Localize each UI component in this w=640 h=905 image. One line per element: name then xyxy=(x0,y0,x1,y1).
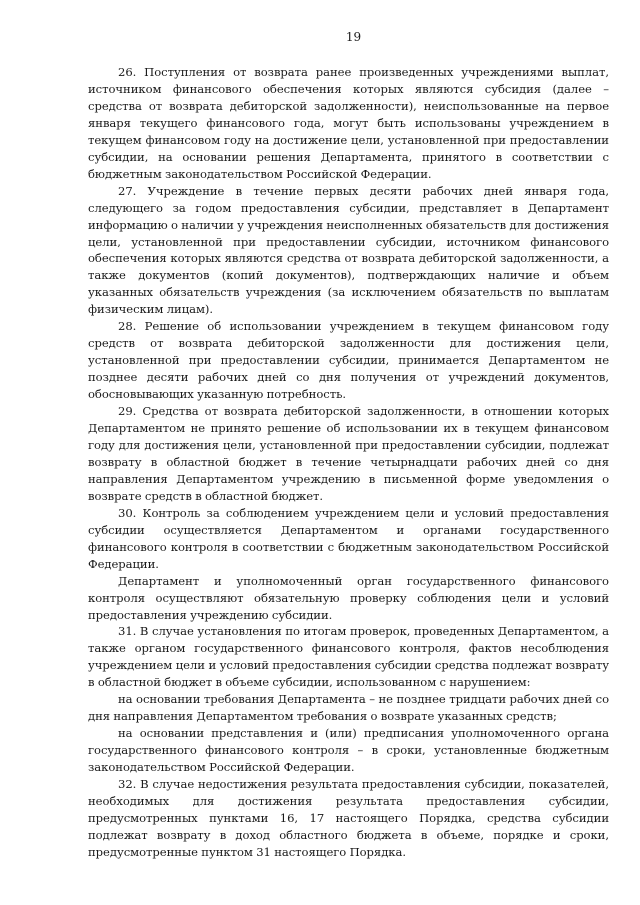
page-number: 19 xyxy=(345,30,362,44)
paragraph-30-continued: Департамент и уполномоченный орган государственного финансового контроля осуществляют обязательную проверку соблюдения цели и условий предоставления учреждению субсидии. xyxy=(88,573,609,622)
paragraph-27: 27. Учреждение в течение первых десяти рабочих дней января года, следующего за годом предоставления субсидии, представляет в Департамент информацию о наличии у учреждения неисполненных обязательств для достижения цели, установленной при предоставлении субсидии, источником финансового обеспечения которых являются средства от возврата дебиторской задолженности, а также документов (копий документов), подтверждающих наличие и объем указанных обязательств учреждения (за исключением обязательств по выплатам физическим лицам). xyxy=(88,183,609,317)
paragraph-31-item-2: на основании представления и (или) предписания уполномоченного органа государственного финансового контроля – в сроки, установленные бюджетным законодательством Российской Федерации. xyxy=(88,726,609,775)
paragraph-30: 30. Контроль за соблюдением учреждением цели и условий предоставления субсидии осуществляется Департаментом и органами государственного финансового контроля в соответствии с бюджетным законодательством Российской Федерации. xyxy=(88,505,609,571)
paragraph-29: 29. Средства от возврата дебиторской задолженности, в отношении которых Департаментом не принято решение об использовании их в текущем финансовом году для достижения цели, установленной при предоставлении субсидии, подлежат возврату в областной бюджет в течение четырнадцати рабочих дней со дня направления Департаментом учреждению в письменной форме уведомления о возврате средств в областной бюджет. xyxy=(88,404,609,503)
paragraph-28: 28. Решение об использовании учреждением в текущем финансовом году средств от возврата дебиторской задолженности для достижения цели, установленной при предоставлении субсидии, принимается Департаментом не позднее десяти рабочих дней со дня получения от учреждений документов, обосновывающих указанную потребность. xyxy=(88,319,609,402)
paragraph-32: 32. В случае недостижения результата предоставления субсидии, показателей, необходимых для достижения результата предоставления субсидии, предусмотренных пунктами 16, 17 настоящего Порядка, средства субсидии подлежат возврату в доход областного бюджета в объеме, порядке и сроки, предусмотренные пунктом 31 настоящего Порядка. xyxy=(88,777,609,859)
paragraph-31: 31. В случае установления по итогам проверок, проведенных Департаментом, а также органом государственного финансового контроля, фактов несоблюдения учреждением цели и условий предоставления субсидии средства подлежат возврату в областной бюджет в объеме субсидии, использованном с нарушением: xyxy=(88,624,609,690)
paragraph-26: 26. Поступления от возврата ранее произведенных учреждениями выплат, источником финансового обеспечения которых являются субсидия (далее – средства от возврата дебиторской задолженности), неиспользованные на первое января текущего финансового года, могут быть использованы учреждением в текущем финансовом году на достижение цели, установленной при предоставлении субсидии, на основании решения Департамента, принятого в соответствии с бюджетным законодательством Российской Федерации. xyxy=(88,65,609,181)
paragraph-31-item-1: на основании требования Департамента – не позднее тридцати рабочих дней со дня направления Департаментом требования о возврате указанных средств; xyxy=(88,692,609,724)
